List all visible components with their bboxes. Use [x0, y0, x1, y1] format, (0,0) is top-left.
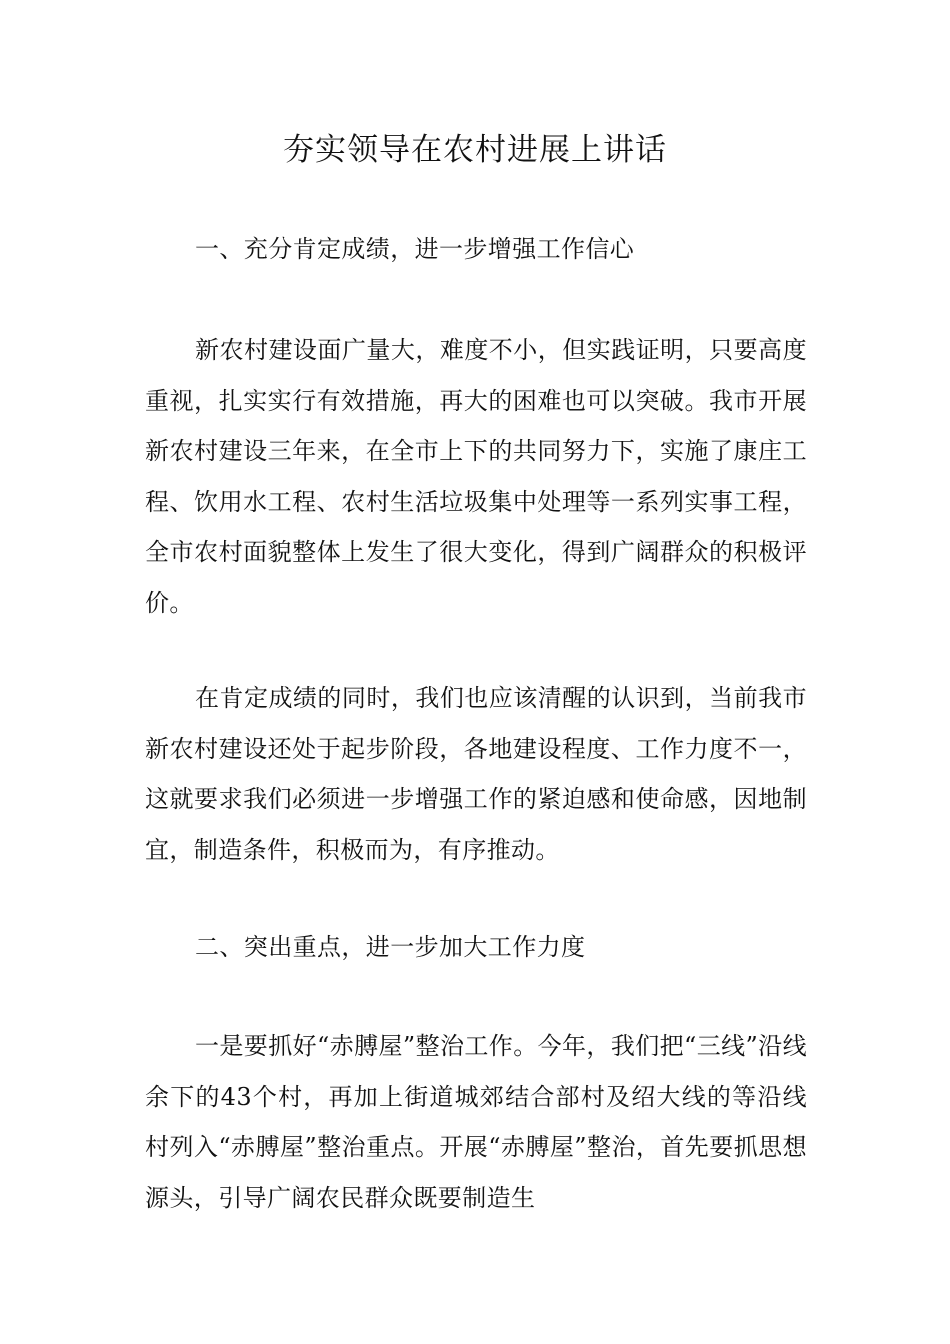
- paragraph-1: 新农村建设面广量大，难度不小，但实践证明，只要高度重视，扎实实行有效措施，再大的困难也可以突破。我市开展新农村建设三年来，在全市上下的共同努力下，实施了康庄工程、饮用水工程、农村生活垃圾集中处理等一系列实事工程，全市农村面貌整体上发生了很大变化，得到广阔群众的积极评价。: [145, 336, 807, 617]
- section-heading-2: 二、突出重点，进一步加大工作力度: [195, 933, 586, 961]
- section-heading-1: 一、充分肯定成绩，进一步增强工作信心: [195, 235, 635, 263]
- document-title: 夯实领导在农村进展上讲话: [283, 132, 667, 168]
- paragraph-2: 在肯定成绩的同时，我们也应该清醒的认识到，当前我市新农村建设还处于起步阶段，各地建设程度、工作力度不一，这就要求我们必须进一步增强工作的紧迫感和使命感，因地制宜，制造条件，积极而为，有序推动。: [145, 684, 807, 864]
- paragraph-3: 一是要抓好“赤膊屋”整治工作。今年，我们把“三线”沿线余下的43个村，再加上街道城郊结合部村及绍大线的等沿线村列入“赤膊屋”整治重点。开展“赤膊屋”整治，首先要抓思想源头，引导广阔农民群众既要制造生: [145, 1032, 807, 1212]
